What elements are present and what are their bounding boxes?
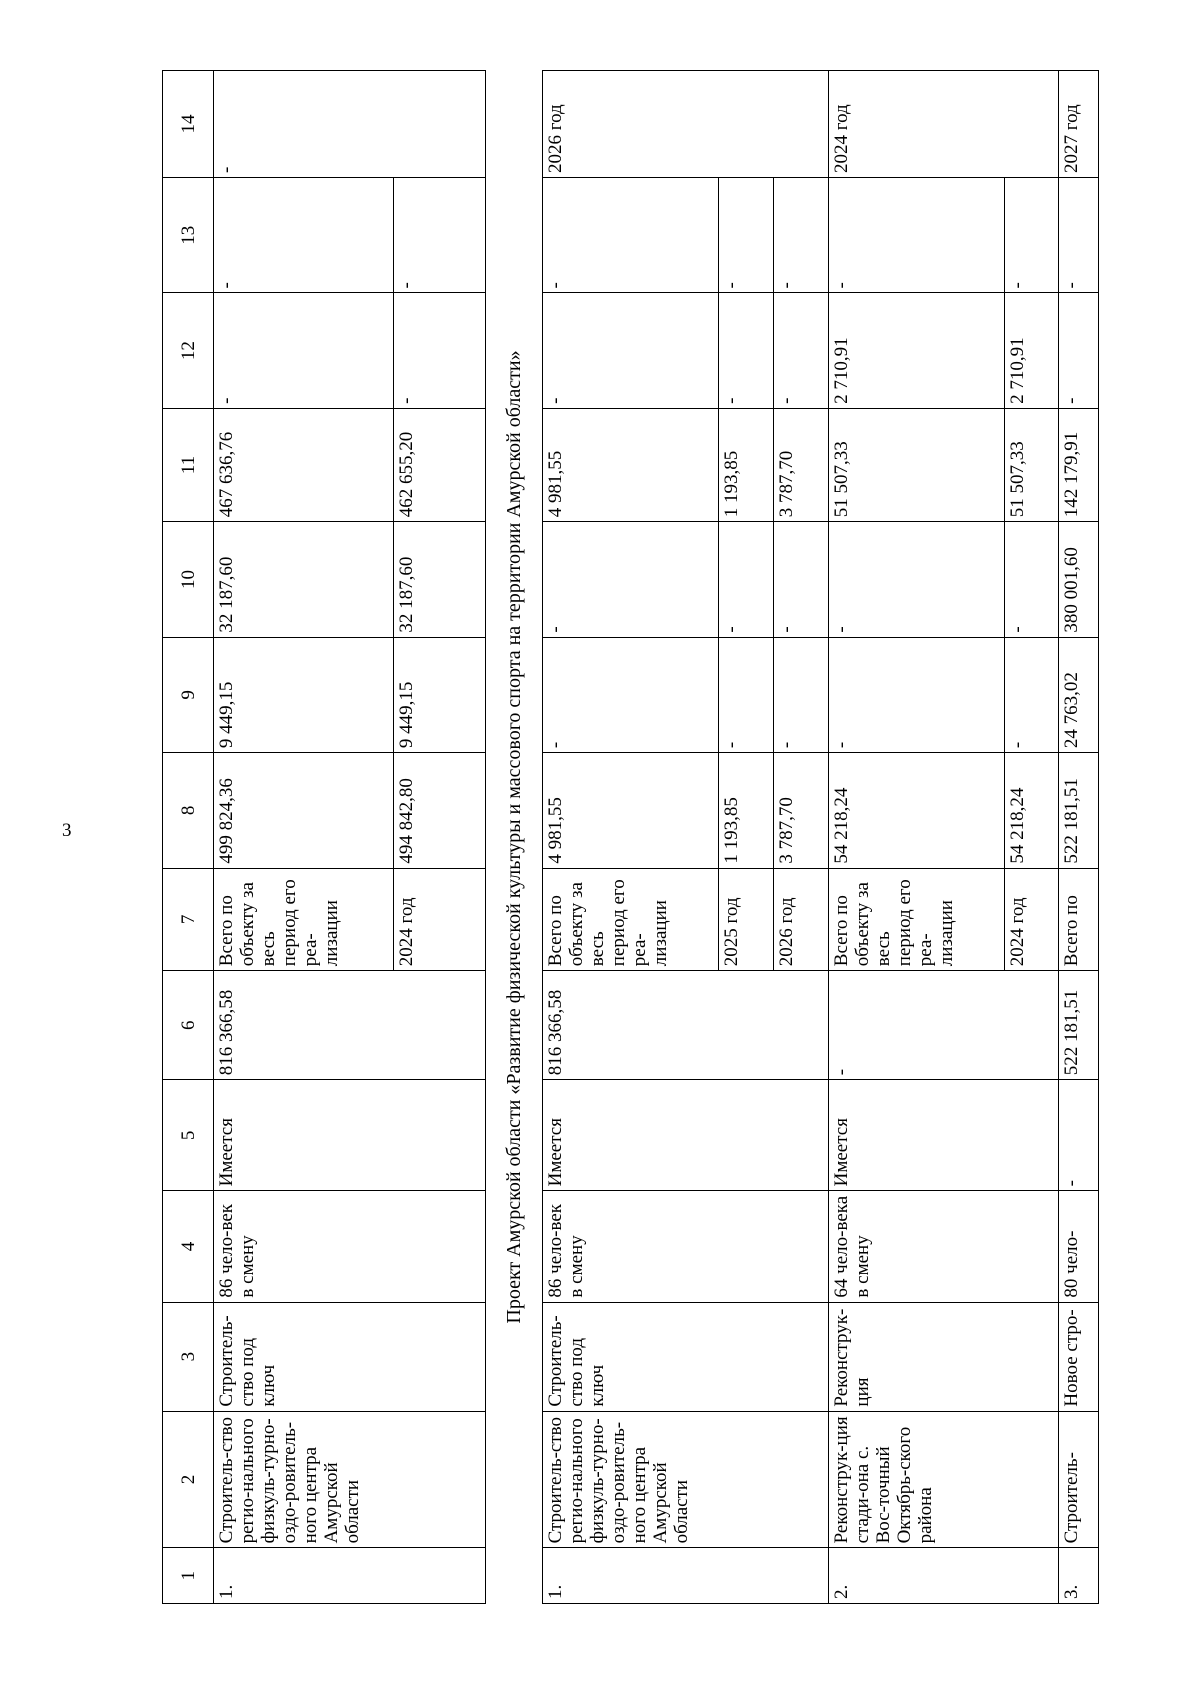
- col-num-14: 14: [163, 71, 214, 178]
- period: 2024 год: [1005, 868, 1059, 971]
- value-col-11: 4 981,55: [543, 408, 719, 521]
- col-num-4: 4: [163, 1191, 214, 1302]
- total-value: 1 193,85: [719, 753, 774, 868]
- col-num-2: 2: [163, 1411, 214, 1548]
- financing-table: [162, 70, 1099, 1604]
- value-col-10: -: [829, 522, 1005, 637]
- documentation: Имеется: [829, 1080, 1059, 1191]
- total-value: 522 181,51: [1059, 753, 1099, 868]
- value-col-11: 51 507,33: [1005, 408, 1059, 521]
- period: Всего по: [1059, 868, 1099, 971]
- documentation: Имеется: [543, 1080, 829, 1191]
- value-col-13: -: [1005, 177, 1059, 292]
- estimated-cost: 816 366,58: [214, 971, 486, 1080]
- col-num-9: 9: [163, 637, 214, 752]
- col-num-7: 7: [163, 868, 214, 971]
- table-row: [829, 71, 1005, 1604]
- object-name: Строитель-ство регио-нального физкуль-турно-оздо-ровитель-ного центра Амурской области: [543, 1411, 829, 1548]
- work-type: Реконструк-ция: [829, 1302, 1059, 1411]
- documentation: -: [1059, 1080, 1099, 1191]
- rotated-table-container: [162, 70, 1080, 1604]
- value-col-13: -: [214, 177, 394, 292]
- value-col-9: 24 763,02: [1059, 637, 1099, 752]
- capacity: 86 чело-век в смену: [214, 1191, 486, 1302]
- object-name: Строитель-ство регио-нального физкуль-турно-оздо-ровитель-ного центра Амурской области: [214, 1411, 486, 1548]
- table-row: [1059, 71, 1099, 1604]
- value-col-12: -: [1059, 293, 1099, 408]
- period: Всего по объекту за весь период его реа-лизации: [829, 868, 1005, 971]
- value-col-9: -: [774, 637, 829, 752]
- value-col-12: -: [394, 293, 486, 408]
- col-num-8: 8: [163, 753, 214, 868]
- value-col-9: 9 449,15: [214, 637, 394, 752]
- capacity: 80 чело-: [1059, 1191, 1099, 1302]
- value-col-9: 9 449,15: [394, 637, 486, 752]
- total-value: 54 218,24: [1005, 753, 1059, 868]
- header-row: [163, 71, 214, 1604]
- value-col-10: 380 001,60: [1059, 522, 1099, 637]
- completion-year: 2027 год: [1059, 71, 1099, 178]
- work-type: Новое стро-: [1059, 1302, 1099, 1411]
- value-col-9: -: [543, 637, 719, 752]
- value-col-12: 2 710,91: [829, 293, 1005, 408]
- period: Всего по объекту за весь период его реа-лизации: [214, 868, 394, 971]
- row-number: 1.: [214, 1548, 486, 1604]
- value-col-10: 32 187,60: [214, 522, 394, 637]
- col-num-11: 11: [163, 408, 214, 521]
- value-col-12: -: [543, 293, 719, 408]
- value-col-9: -: [829, 637, 1005, 752]
- value-col-13: -: [394, 177, 486, 292]
- value-col-10: -: [774, 522, 829, 637]
- work-type: Строитель-ство под ключ: [214, 1302, 486, 1411]
- col-num-12: 12: [163, 293, 214, 408]
- completion-year: 2024 год: [829, 71, 1059, 178]
- row-number: 2.: [829, 1548, 1059, 1604]
- value-col-11: 142 179,91: [1059, 408, 1099, 521]
- value-col-11: 1 193,85: [719, 408, 774, 521]
- value-col-10: 32 187,60: [394, 522, 486, 637]
- completion-year: -: [214, 71, 486, 178]
- value-col-9: -: [719, 637, 774, 752]
- col-num-1: 1: [163, 1548, 214, 1604]
- object-name: Строитель-: [1059, 1411, 1099, 1548]
- estimated-cost: 522 181,51: [1059, 971, 1099, 1080]
- row-number: 1.: [543, 1548, 829, 1604]
- table-row: [543, 71, 719, 1604]
- documentation: Имеется: [214, 1080, 486, 1191]
- page-number: 3: [62, 820, 72, 841]
- table-row: [214, 71, 394, 1604]
- col-num-13: 13: [163, 177, 214, 292]
- section-title: Проект Амурской области «Развитие физической культуры и массового спорта на территории Амурской области»: [486, 71, 543, 1604]
- value-col-12: -: [214, 293, 394, 408]
- period: 2025 год: [719, 868, 774, 971]
- estimated-cost: -: [829, 971, 1059, 1080]
- col-num-10: 10: [163, 522, 214, 637]
- value-col-13: -: [829, 177, 1005, 292]
- value-col-10: -: [719, 522, 774, 637]
- value-col-11: 467 636,76: [214, 408, 394, 521]
- value-col-10: -: [543, 522, 719, 637]
- value-col-13: -: [719, 177, 774, 292]
- col-num-3: 3: [163, 1302, 214, 1411]
- value-col-13: -: [774, 177, 829, 292]
- col-num-5: 5: [163, 1080, 214, 1191]
- col-num-6: 6: [163, 971, 214, 1080]
- value-col-11: 3 787,70: [774, 408, 829, 521]
- total-value: 494 842,80: [394, 753, 486, 868]
- value-col-13: -: [1059, 177, 1099, 292]
- value-col-13: -: [543, 177, 719, 292]
- work-type: Строитель-ство под ключ: [543, 1302, 829, 1411]
- value-col-11: 462 655,20: [394, 408, 486, 521]
- object-name: Реконструк-ция стади-она с. Вос-точный Октябрь-ского района: [829, 1411, 1059, 1548]
- capacity: 64 чело-века в смену: [829, 1191, 1059, 1302]
- total-value: 54 218,24: [829, 753, 1005, 868]
- section-row: [486, 71, 543, 1604]
- period: Всего по объекту за весь период его реа-лизации: [543, 868, 719, 971]
- value-col-12: 2 710,91: [1005, 293, 1059, 408]
- total-value: 3 787,70: [774, 753, 829, 868]
- estimated-cost: 816 366,58: [543, 971, 829, 1080]
- row-number: 3.: [1059, 1548, 1099, 1604]
- value-col-11: 51 507,33: [829, 408, 1005, 521]
- period: 2026 год: [774, 868, 829, 971]
- value-col-12: -: [774, 293, 829, 408]
- value-col-12: -: [719, 293, 774, 408]
- completion-year: 2026 год: [543, 71, 829, 178]
- period: 2024 год: [394, 868, 486, 971]
- total-value: 4 981,55: [543, 753, 719, 868]
- capacity: 86 чело-век в смену: [543, 1191, 829, 1302]
- total-value: 499 824,36: [214, 753, 394, 868]
- value-col-10: -: [1005, 522, 1059, 637]
- value-col-9: -: [1005, 637, 1059, 752]
